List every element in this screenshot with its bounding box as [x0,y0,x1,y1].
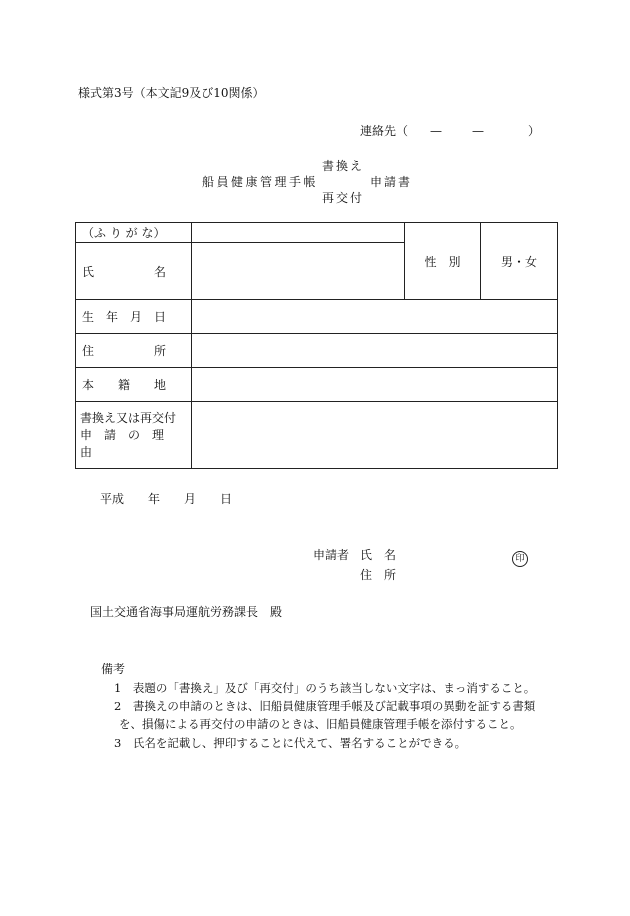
name-label: 氏 名 [82,264,167,279]
seal-mark [512,546,528,567]
addressee: 国土交通省海事局運航労務課長 殿 [90,605,283,619]
address-input[interactable] [192,334,558,368]
reason-label-cell [76,402,192,469]
contact-dash-1: — [430,124,443,138]
title-option-top: 書換え [322,159,365,173]
gender-value-cell[interactable] [481,223,558,300]
applicant-prefix: 申請者 [313,548,350,562]
domicile-input[interactable] [192,368,558,402]
name-input[interactable] [192,243,405,300]
birth-label: 生 年 月 日 [82,310,167,324]
title-suffix: 申請書 [370,175,413,189]
gender-label-cell [405,223,481,300]
birth-label-cell [76,300,192,334]
contact-dash-2: — [472,124,485,138]
address-label-cell [76,334,192,368]
date-line: 平成 年 月 日 [100,492,233,506]
note-item-1: 1 表題の「書換え」及び「再交付」のうち該当しない文字は、まっ消すること。 [114,681,536,695]
gender-label: 性 別 [424,254,461,269]
form-number: 様式第3号（本文記9及び10関係） [78,86,265,100]
contact-close: ） [528,124,541,138]
domicile-label: 本 籍 地 [82,378,167,392]
note-item-2-continued: を、損傷による再交付の申請のときは、旧船員健康管理手帳を添付すること。 [119,717,522,731]
birth-input[interactable] [192,300,558,334]
title-main: 船員健康管理手帳 [202,175,319,189]
title-option-bottom: 再交付 [322,191,365,205]
reason-label-line-2: 申 請 の 理 由 [80,427,177,459]
furigana-label: （ふ り が な） [82,226,166,240]
name-label-cell [76,243,192,300]
seal-icon: 印 [512,551,528,567]
note-item-2: 2 書換えの申請のときは、旧船員健康管理手帳及び記載事項の異動を証する書類 [114,699,536,713]
address-label: 住 所 [82,344,167,358]
applicant-name-label: 氏 名 [360,548,397,562]
furigana-input[interactable] [192,223,405,243]
applicant-address-label: 住 所 [360,568,397,582]
reason-input[interactable] [192,402,558,469]
domicile-label-cell [76,368,192,402]
furigana-label-cell [76,223,192,243]
contact-field [360,122,540,139]
note-item-3: 3 氏名を記載し、押印することに代えて、署名することができる。 [114,736,467,750]
application-form-table [75,222,558,469]
contact-label: 連絡先（ [360,124,409,138]
reason-label-line-1: 書換え又は再交付 [80,410,177,425]
notes-heading: 備考 [101,662,126,676]
gender-value: 男・女 [500,254,537,269]
